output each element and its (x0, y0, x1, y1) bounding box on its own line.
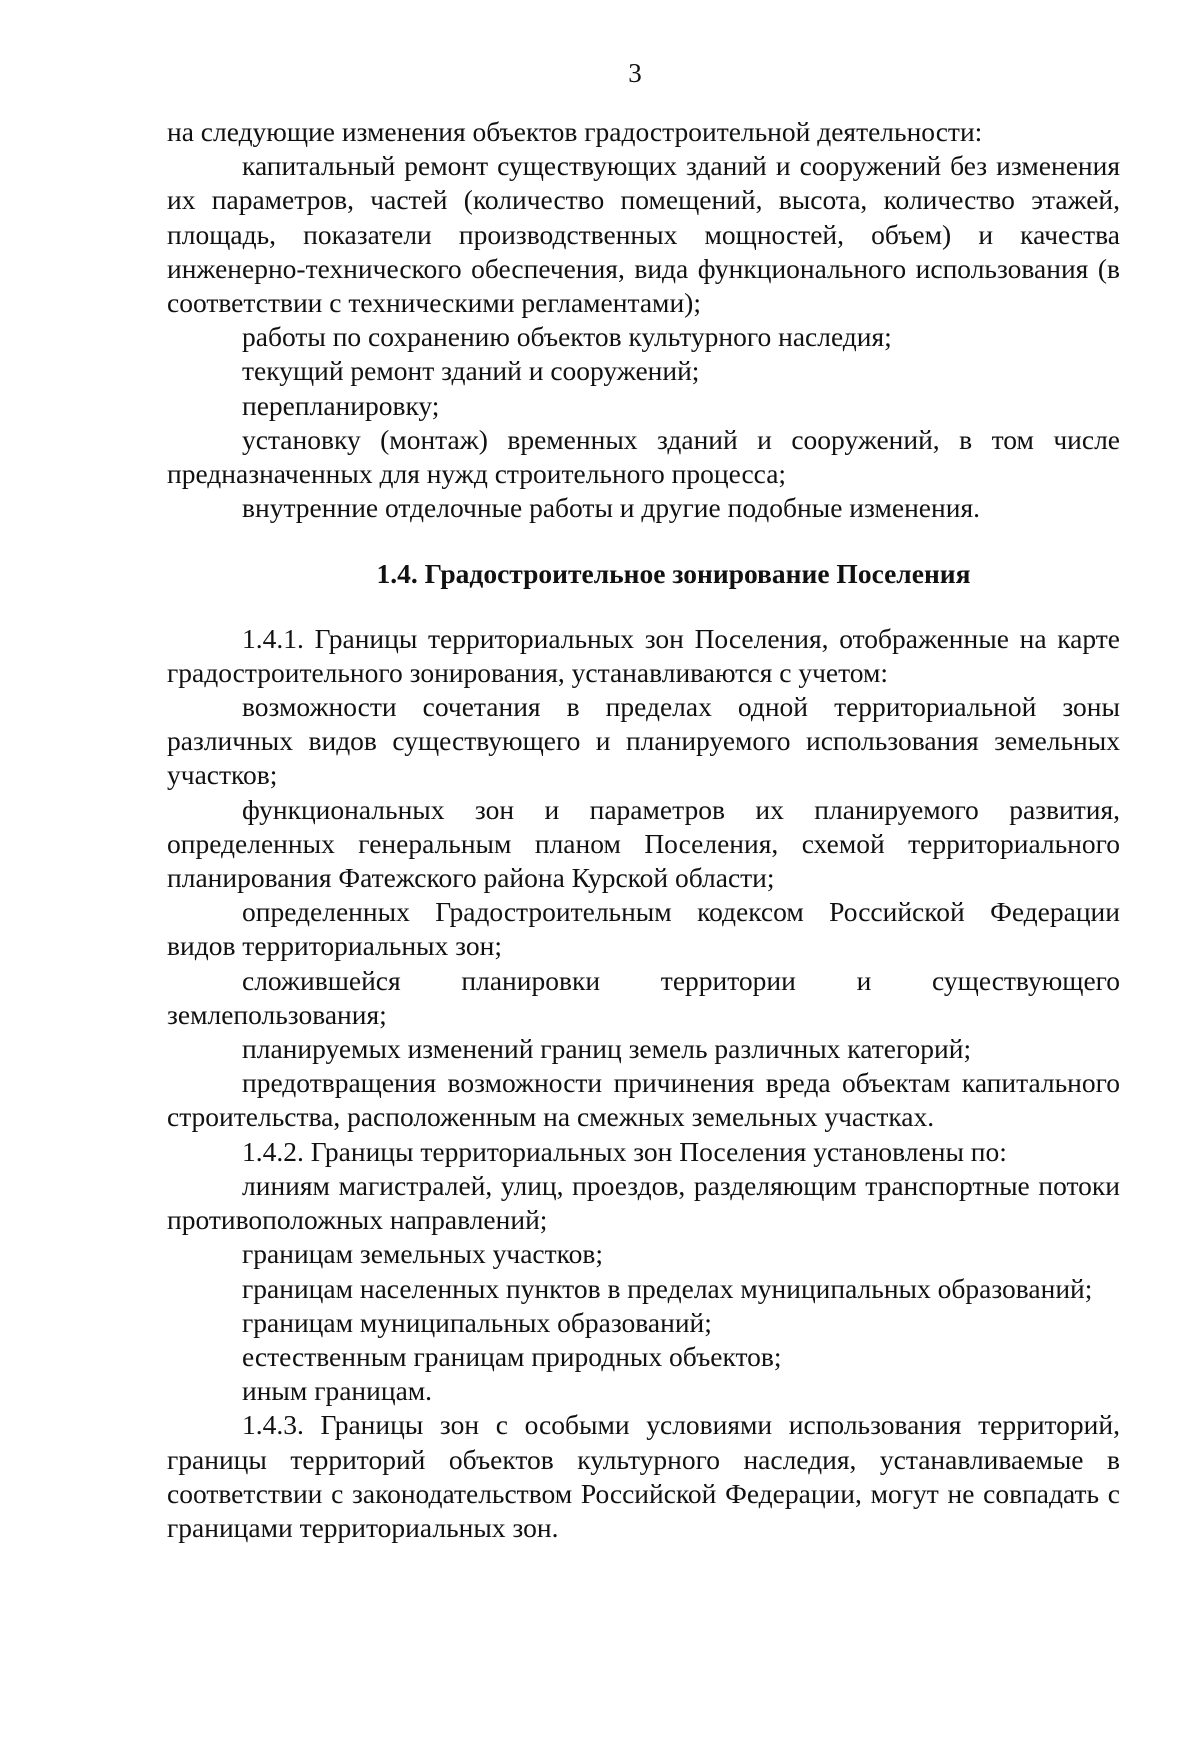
paragraph: на следующие изменения объектов градостроительной деятельности: (167, 116, 983, 147)
paragraph: границам муниципальных образований; (242, 1306, 712, 1338)
paragraph: 1.4.1. Границы территориальных зон Поселения, отображенные на карте градостроительного зонирования, устанавливаются с учетом: (167, 622, 1120, 688)
paragraph: перепланировку; (242, 389, 440, 421)
paragraph: естественным границам природных объектов; (242, 1340, 782, 1372)
paragraph: капитальный ремонт существующих зданий и сооружений без изменения их параметров, частей (количество помещений, высота, количество этажей, площадь, показатели производственных мощностей, объем) и качества инженерно-технического обеспечения, вида функционального использования (в соответствии с техническими регламентами); (167, 150, 1120, 319)
paragraph: сложившейся планировки территории и существующего землепользования; (167, 964, 1120, 1030)
paragraph: возможности сочетания в пределах одной территориальной зоны различных видов существующего и планируемого использования земельных участков; (167, 691, 1120, 791)
paragraph: установку (монтаж) временных зданий и сооружений, в том числе предназначенных для нужд строительного процесса; (167, 423, 1120, 490)
section-heading: 1.4. Градостроительное зонирование Поселения (376, 558, 971, 590)
paragraph: внутренние отделочные работы и другие подобные изменения. (242, 492, 980, 524)
paragraph: границам населенных пунктов в пределах муниципальных образований; (242, 1272, 1093, 1304)
paragraph: определенных Градостроительным кодексом Российской Федерации видов территориальных зон; (167, 896, 1120, 962)
paragraph: текущий ремонт зданий и сооружений; (242, 355, 700, 387)
paragraph: иным границам. (242, 1375, 433, 1407)
paragraph: 1.4.2. Границы территориальных зон Поселения установлены по: (242, 1135, 1007, 1167)
document-body (167, 115, 1120, 1545)
paragraph: планируемых изменений границ земель различных категорий; (242, 1033, 972, 1065)
page-number: 3 (628, 58, 642, 88)
paragraph: 1.4.3. Границы зон с особыми условиями использования территорий, границы территорий объектов культурного наследия, устанавливаемые в соответствии с законодательством Российской Федерации, могут не совпадать с границами территориальных зон. (167, 1409, 1120, 1543)
paragraph: работы по сохранению объектов культурного наследия; (242, 321, 892, 353)
paragraph: предотвращения возможности причинения вреда объектам капитального строительства, расположенным на смежных земельных участках. (167, 1067, 1120, 1133)
paragraph: линиям магистралей, улиц, проездов, разделяющим транспортные потоки противоположных направлений; (167, 1169, 1120, 1236)
paragraph: функциональных зон и параметров их планируемого развития, определенных генеральным планом Поселения, схемой территориального планирования Фатежского района Курской области; (167, 793, 1120, 894)
paragraph: границам земельных участков; (242, 1238, 603, 1270)
